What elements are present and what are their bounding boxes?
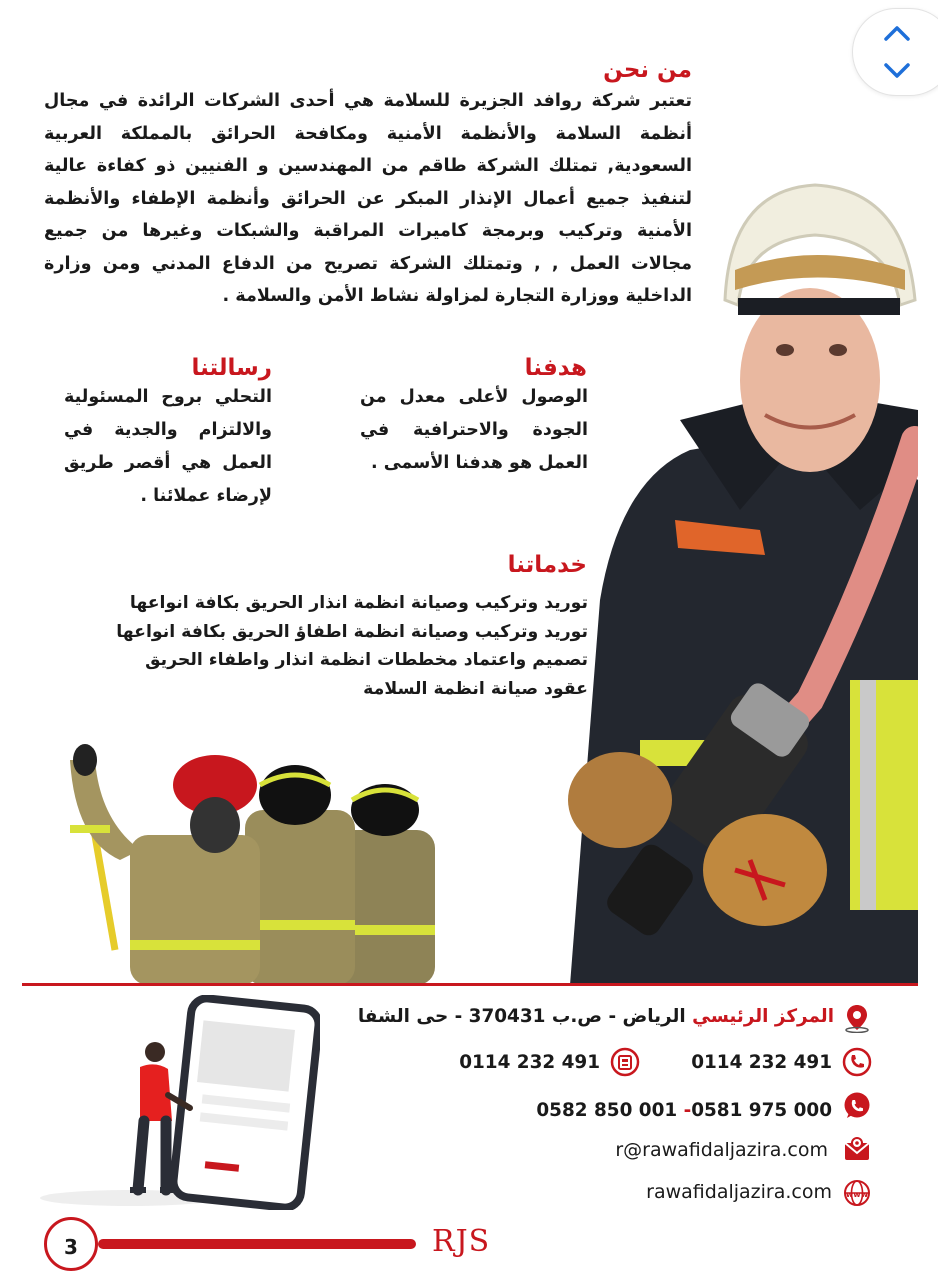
page-number: 3 <box>44 1217 98 1271</box>
service-item: توريد وتركيب وصيانة انظمة اطفاؤ الحريق بكافة انواعها <box>116 621 588 642</box>
address-label: المركز الرئيسي <box>692 1006 834 1027</box>
website-url[interactable]: rawafidaljazira.com <box>646 1181 832 1203</box>
svg-text:www: www <box>845 1190 869 1199</box>
service-item: عقود صيانة انظمة السلامة <box>363 678 588 699</box>
address-value: الرياض - ص.ب 370431 - حى الشفا <box>357 1006 686 1027</box>
mobile-numbers <box>536 1099 832 1123</box>
address-line <box>358 1005 834 1029</box>
phone-illustration <box>40 995 320 1210</box>
globe-icon <box>842 1178 872 1208</box>
about-paragraph: تعتبر شركة روافد الجزيرة للسلامة هي أحدى الشركات الرائدة في مجال أنظمة السلامة والأنظمة الأمنية ومكافحة الحرائق بالمملكة العربية السعودية, تمتلك الشركة طاقم من المهندسين و الفنيين ذو كفاءة عالية لتنفيذ جميع أعمال الإنذار المبكر عن الحرائق وأنظمة الإطفاء والأنظمة الأمنية وتركيب وبرمجة كاميرات المراقبة والشبكات وغيرها من جميع مجالات العمل , , وتمتلك الشركة تصريح من الدفاع المدني ومن وزارة الداخلية ووزارة التجارة لمزاولة نشاط الأمن والسلامة . <box>44 91 692 306</box>
fax-icon <box>610 1047 640 1077</box>
about-heading: من نحن <box>603 57 692 83</box>
fax-number[interactable]: 0114 232 491 <box>459 1052 600 1073</box>
phone-icon <box>842 1047 872 1077</box>
footer-divider <box>22 983 918 986</box>
goal-heading: هدفنا <box>524 355 587 381</box>
mission-paragraph: التحلي بروح المسئولية والالتزام والجدية في العمل هي أقصر طريق لإرضاء عملائنا . <box>64 387 272 506</box>
email-icon <box>842 1135 872 1165</box>
firefighter-hero-image <box>560 180 918 985</box>
service-item: توريد وتركيب وصيانة انظمة انذار الحريق بكافة انواعها <box>129 593 588 613</box>
mobile-number-1[interactable]: 0581 975 000 <box>691 1100 832 1121</box>
services-heading: خدماتنا <box>507 552 587 578</box>
goal-paragraph: الوصول لأعلى معدل من الجودة والاحترافية في العمل هو هدفنا الأسمى . <box>360 387 588 473</box>
mobile-separator: - <box>683 1100 692 1121</box>
phone-number[interactable]: 0114 232 491 <box>691 1052 832 1073</box>
mission-heading: رسالتنا <box>191 355 272 381</box>
scroll-pager <box>852 8 938 96</box>
location-pin-icon <box>842 1003 872 1033</box>
email-address[interactable]: r@rawafidaljazira.com <box>615 1139 828 1161</box>
page-indicator-bar <box>98 1239 416 1249</box>
services-list <box>40 589 588 703</box>
brand-mark: RJS <box>432 1224 491 1259</box>
chevron-up-icon[interactable] <box>883 23 911 43</box>
whatsapp-icon <box>842 1091 872 1121</box>
mobile-number-2[interactable]: 0582 850 001 <box>536 1100 678 1121</box>
service-item: تصميم واعتماد مخططات انظمة انذار واطفاء الحريق <box>145 650 588 670</box>
chevron-down-icon[interactable] <box>883 61 911 81</box>
firefighters-crew-image <box>60 740 480 985</box>
